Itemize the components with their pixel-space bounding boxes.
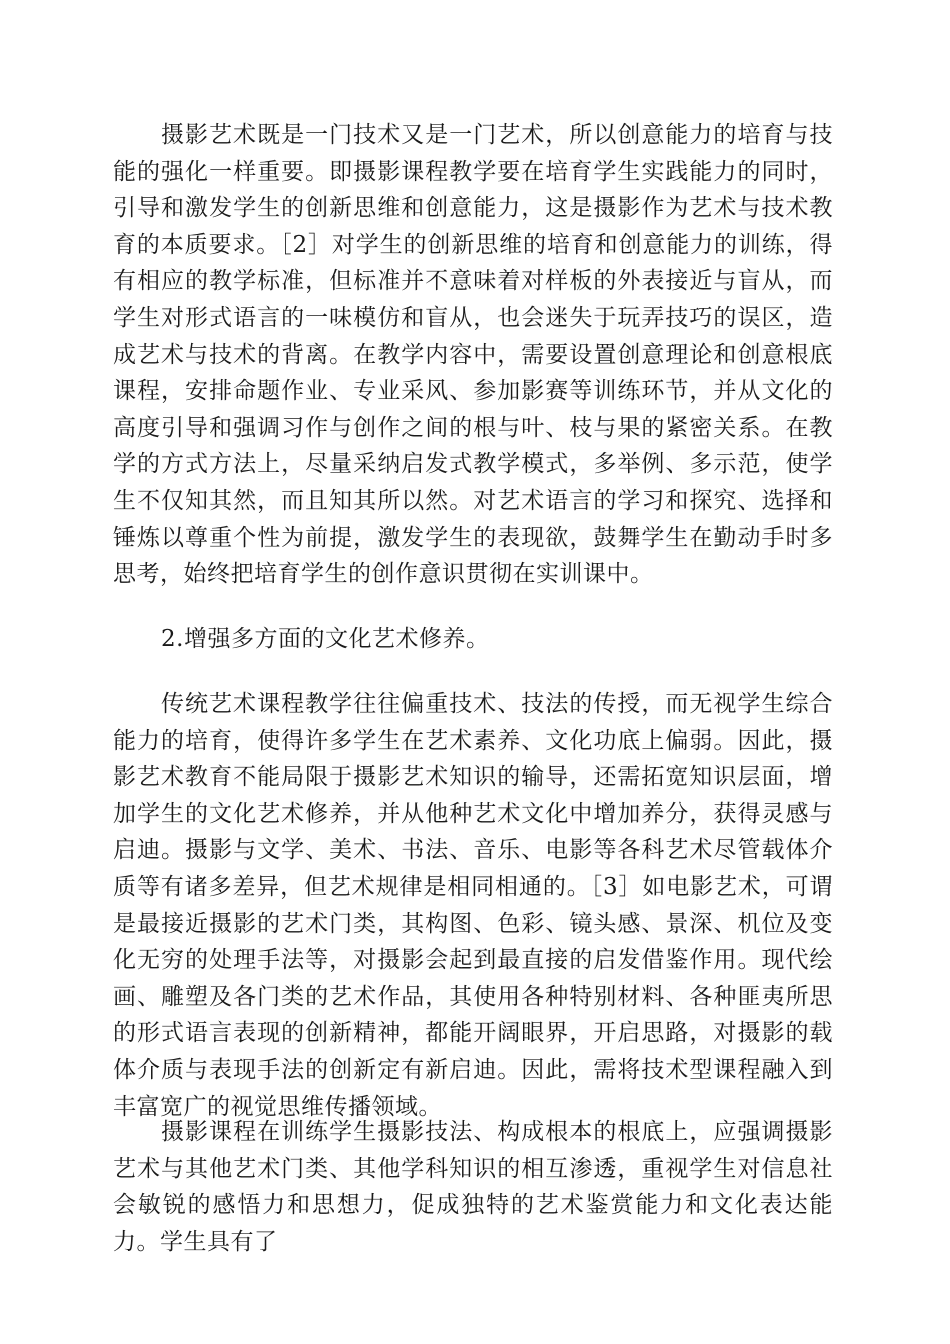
paragraph-creative-ability: 摄影艺术既是一门技术又是一门艺术，所以创意能力的培育与技能的强化一样重要。即摄影课程教学要在培育学生实践能力的同时，引导和激发学生的创新思维和创意能力，这是摄影作为艺术与技术教育的本质要求。［2］对学生的创新思维的培育和创意能力的训练，得有相应的教学标准，但标准并不意味着对样板的外表接近与盲从，而学生对形式语言的一味模仿和盲从，也会迷失于玩弄技巧的误区，造成艺术与技术的背离。在教学内容中，需要设置创意理论和创意根底课程，安排命题作业、专业采风、参加影赛等训练环节，并从文化的高度引导和强调习作与创作之间的根与叶、枝与果的紧密关系。在教学的方式方法上，尽量采纳启发式教学模式，多举例、多示范，使学生不仅知其然，而且知其所以然。对艺术语言的学习和探究、选择和锤炼以尊重个性为前提，激发学生的表现欲，鼓舞学生在勤动手时多思考，始终把培育学生的创作意识贯彻在实训课中。 — [113, 122, 833, 588]
paragraph-course-training: 摄影课程在训练学生摄影技法、构成根本的根底上，应强调摄影艺术与其他艺术门类、其他学科知识的相互渗透，重视学生对信息社会敏锐的感悟力和思想力，促成独特的艺术鉴赏能力和文化表达能力。学生具有了 — [113, 1119, 833, 1255]
section-heading-cultural-cultivation: 2.增强多方面的文化艺术修养。 — [161, 626, 490, 652]
paragraph-traditional-teaching: 传统艺术课程教学往往偏重技术、技法的传授，而无视学生综合能力的培育，使得许多学生在艺术素养、文化功底上偏弱。因此，摄影艺术教育不能局限于摄影艺术知识的输导，还需拓宽知识层面，增加学生的文化艺术修养，并从他种艺术文化中增加养分，获得灵感与启迪。摄影与文学、美术、书法、音乐、电影等各科艺术尽管载体介质等有诸多差异，但艺术规律是相同相通的。［3］如电影艺术，可谓是最接近摄影的艺术门类，其构图、色彩、镜头感、景深、机位及变化无穷的处理手法等，对摄影会起到最直接的启发借鉴作用。现代绘画、雕塑及各门类的艺术作品，其使用各种特别材料、各种匪夷所思的形式语言表现的创新精神，都能开阔眼界，开启思路，对摄影的载体介质与表现手法的创新定有新启迪。因此，需将技术型课程融入到丰富宽广的视觉思维传播领域。 — [113, 691, 833, 1120]
